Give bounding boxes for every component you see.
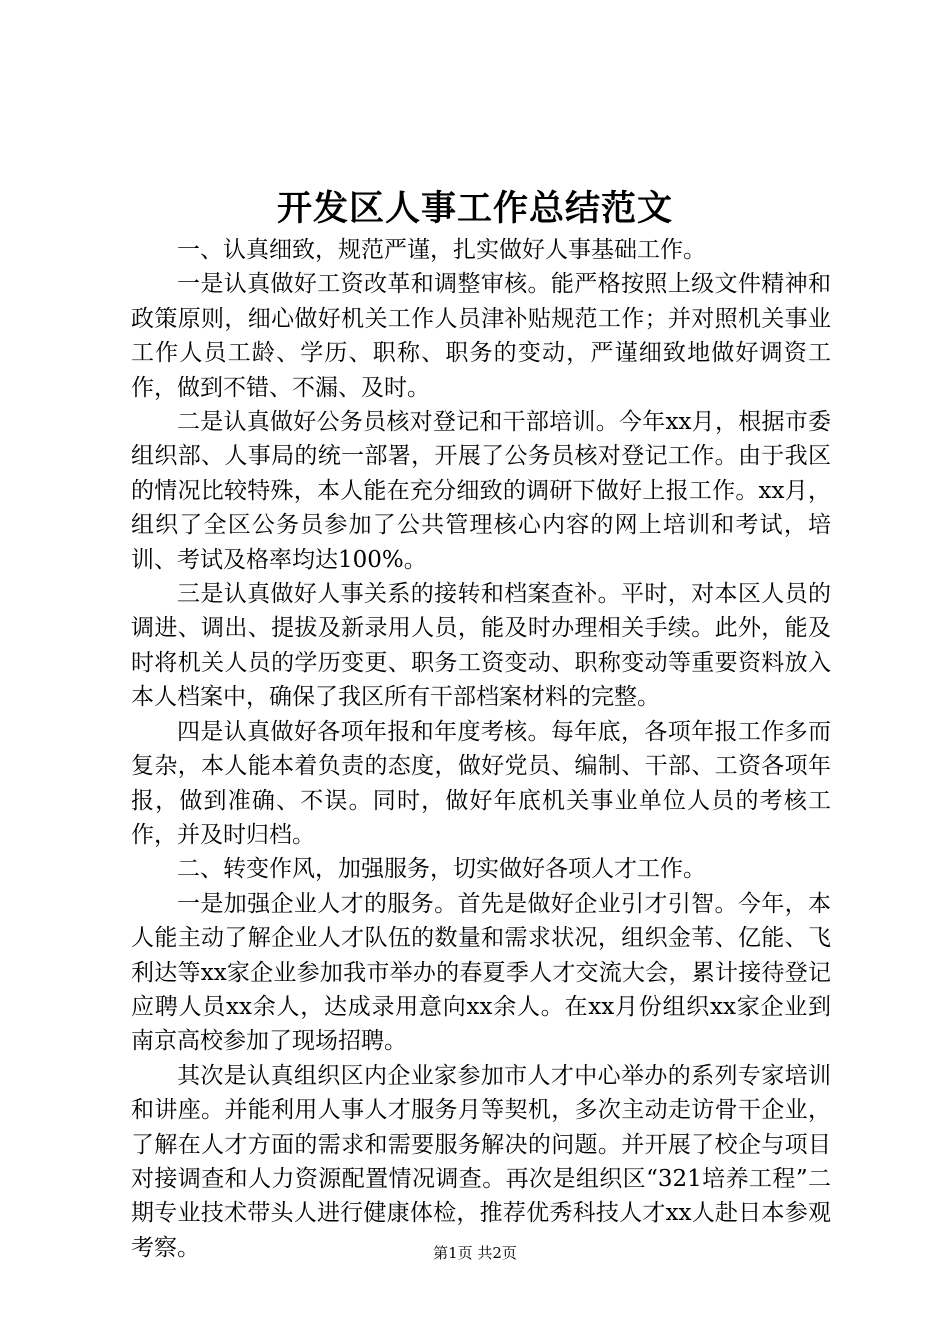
- section-heading: 一、认真细致，规范严谨，扎实做好人事基础工作。: [177, 237, 706, 263]
- body-paragraph: 二是认真做好公务员核对登记和干部培训。今年xx月，根据市委组织部、人事局的统一部署，开展了公务员核对登记工作。由于我区的情况比较特殊，本人能在充分细致的调研下做好上报工作。xx月，组织了全区公务员参加了公共管理核心内容的网上培训和考试，培训、考试及格率均达100%。: [131, 409, 831, 573]
- document-title: 开发区人事工作总结范文: [276, 188, 673, 229]
- section-heading: 二、转变作风，加强服务，切实做好各项人才工作。: [177, 856, 706, 883]
- body-paragraph: 四是认真做好各项年报和年度考核。每年底，各项年报工作多而复杂，本人能本着负责的态度，做好党员、编制、干部、工资各项年报，做到准确、不误。同时，做好年底机关事业单位人员的考核工作，并及时归档。: [131, 718, 831, 848]
- document-body: [131, 233, 831, 1265]
- page-number-footer: 第1页 共2页: [433, 1244, 517, 1262]
- body-paragraph: 一是加强企业人才的服务。首先是做好企业引才引智。今年，本人能主动了解企业人才队伍的数量和需求状况，组织金苇、亿能、飞利达等xx家企业参加我市举办的春夏季人才交流大会，累计接待登记应聘人员xx余人，达成录用意向xx余人。在xx月份组织xx家企业到南京高校参加了现场招聘。: [131, 890, 831, 1055]
- body-paragraph: 三是认真做好人事关系的接转和档案查补。平时，对本区人员的调进、调出、提拔及新录用人员，能及时办理相关手续。此外，能及时将机关人员的学历变更、职务工资变动、职称变动等重要资料放入本人档案中，确保了我区所有干部档案材料的完整。: [131, 581, 831, 711]
- body-paragraph: 其次是认真组织区内企业家参加市人才中心举办的系列专家培训和讲座。并能利用人事人才服务月等契机，多次主动走访骨干企业，了解在人才方面的需求和需要服务解决的问题。并开展了校企与项目对接调查和人力资源配置情况调查。再次是组织区“321培养工程”二期专业技术带头人进行健康体检，推荐优秀科技人才xx人赴日本参观考察。: [131, 1062, 831, 1261]
- body-paragraph: 一是认真做好工资改革和调整审核。能严格按照上级文件精神和政策原则，细心做好机关工作人员津补贴规范工作；并对照机关事业工作人员工龄、学历、职称、职务的变动，严谨细致地做好调资工作，做到不错、不漏、及时。: [131, 271, 831, 401]
